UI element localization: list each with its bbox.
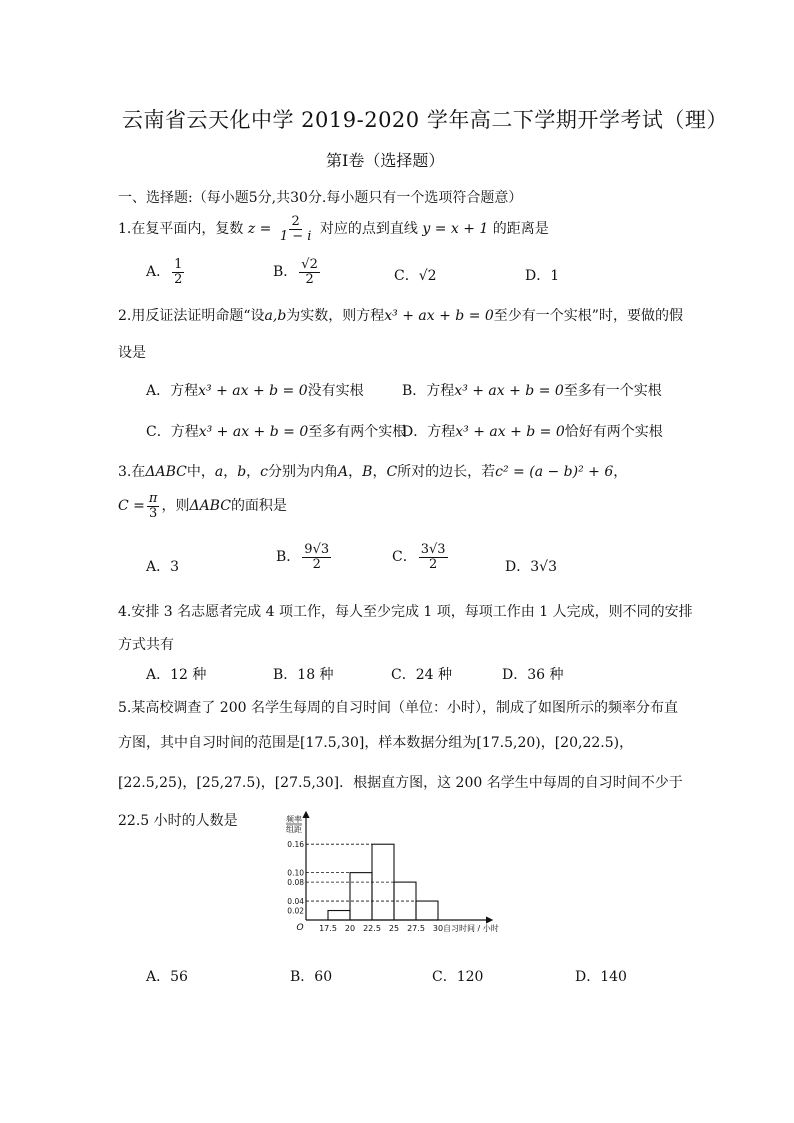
question-3-line-1: 3.在ΔABC中，a，b，c分别为内角A，B，C所对的边长，若c² = (a − b)² + 6， [118,464,628,480]
q1-mid: 对应的点到直线 [319,221,418,237]
question-2-line-2: 设是 [118,345,146,361]
q1-suffix: 的距离是 [492,221,549,237]
x-tick-label-17.5: 17.5 [319,924,337,933]
y-tick-label-0.08: 0.08 [287,878,304,888]
histogram-bar-17.5 [328,911,350,920]
q4-option-d[interactable]: D．36 种 [502,667,564,683]
x-tick-label-30: 30 [432,924,444,933]
question-1 [118,214,549,244]
q2-option-c[interactable]: C．方程x³ + ax + b = 0至多有两个实根 [146,424,407,440]
q1-option-d[interactable]: D．1 [525,268,560,284]
question-4-line-2: 方式共有 [118,637,174,653]
q2-option-b[interactable]: B．方程x³ + ax + b = 0至多有一个实根 [402,383,662,399]
q1-prefix: 1.在复平面内，复数 [118,221,244,237]
frequency-histogram [270,808,500,938]
question-4-line-1: 4.安排 3 名志愿者完成 4 项工作，每人至少完成 1 项，每项工作由 1 人完成，则不同的安排 [118,604,693,620]
x-tick-label-25: 25 [388,924,400,933]
x-tick-label-20: 20 [344,924,356,933]
q1-fraction: $\frac{2}{1 - i}$ [279,213,312,244]
instructions: 一、选择题:（每小题5分,共30分.每小题只有一个选项符合题意） [118,190,523,206]
q3-option-a[interactable]: A．3 [146,559,180,575]
question-5-line-3: [22.5,25)，[25,27.5)，[27.5,30]．根据直方图，这 200 名学生中每周的自习时间不少于 [118,775,683,791]
y-tick-label-0.16: 0.16 [287,840,304,850]
question-5-line-4: 22.5 小时的人数是 [118,813,238,829]
q1-z: z = [247,221,272,237]
y-axis-label-top: 频率 [286,815,302,824]
y-tick-label-0.10: 0.10 [287,868,304,878]
q1-option-b[interactable]: B． $\frac{√2}{2}$ [273,257,318,287]
question-5-line-2: 方图，其中自习时间的范围是[17.5,30]，样本数据分组为[17.5,20)，[20,22.5)， [118,735,634,751]
y-tick-label-0.04: 0.04 [287,897,304,907]
x-axis-label: 自习时间 / 小时 [443,924,499,933]
x-tick-label-22.5: 22.5 [363,924,381,933]
q1-line-equation: y = x + 1 [422,221,489,237]
q1-option-a[interactable]: A． $\frac{1}{2}$ [146,257,183,287]
histogram-bar-20 [350,873,372,920]
q5-option-a[interactable]: A．56 [146,969,188,985]
q4-option-a[interactable]: A．12 种 [146,667,207,683]
origin-label: O [296,923,304,933]
q3-option-c[interactable]: C． $\frac{3√3}{2}$ [392,542,446,572]
q2-option-d[interactable]: D．方程x³ + ax + b = 0恰好有两个实根 [402,424,663,440]
histogram-bar-27.5 [416,901,438,920]
section-title: 第Ⅰ卷（选择题） [326,151,445,170]
q3-option-d[interactable]: D．3√3 [505,559,557,575]
q2-option-a[interactable]: A．方程x³ + ax + b = 0没有实根 [146,383,364,399]
y-tick-label-0.02: 0.02 [287,906,304,916]
x-tick-label-27.5: 27.5 [407,924,425,933]
question-5-line-1: 5.某高校调查了 200 名学生每周的自习时间（单位：小时），制成了如图所示的频率分布直 [118,700,678,716]
q4-option-c[interactable]: C．24 种 [391,667,452,683]
q4-option-b[interactable]: B．18 种 [273,667,334,683]
question-2-line-1: 2.用反证法证明命题“设a,b为实数，则方程x³ + ax + b = 0至少有一个实根”时，要做的假 [118,308,683,324]
y-axis-label-bottom: 组距 [286,825,302,834]
q5-option-b[interactable]: B．60 [290,969,333,985]
page-title: 云南省云天化中学 2019-2020 学年高二下学期开学考试（理） [122,108,728,132]
q5-option-d[interactable]: D．140 [575,969,627,985]
q3-option-b[interactable]: B． $\frac{9√3}{2}$ [276,542,330,572]
q1-option-c[interactable]: C．√2 [394,268,437,284]
question-3-line-2: C = $\frac{\pi}{3}$ ，则ΔABC的面积是 [118,491,287,521]
q5-option-c[interactable]: C．120 [432,969,484,985]
